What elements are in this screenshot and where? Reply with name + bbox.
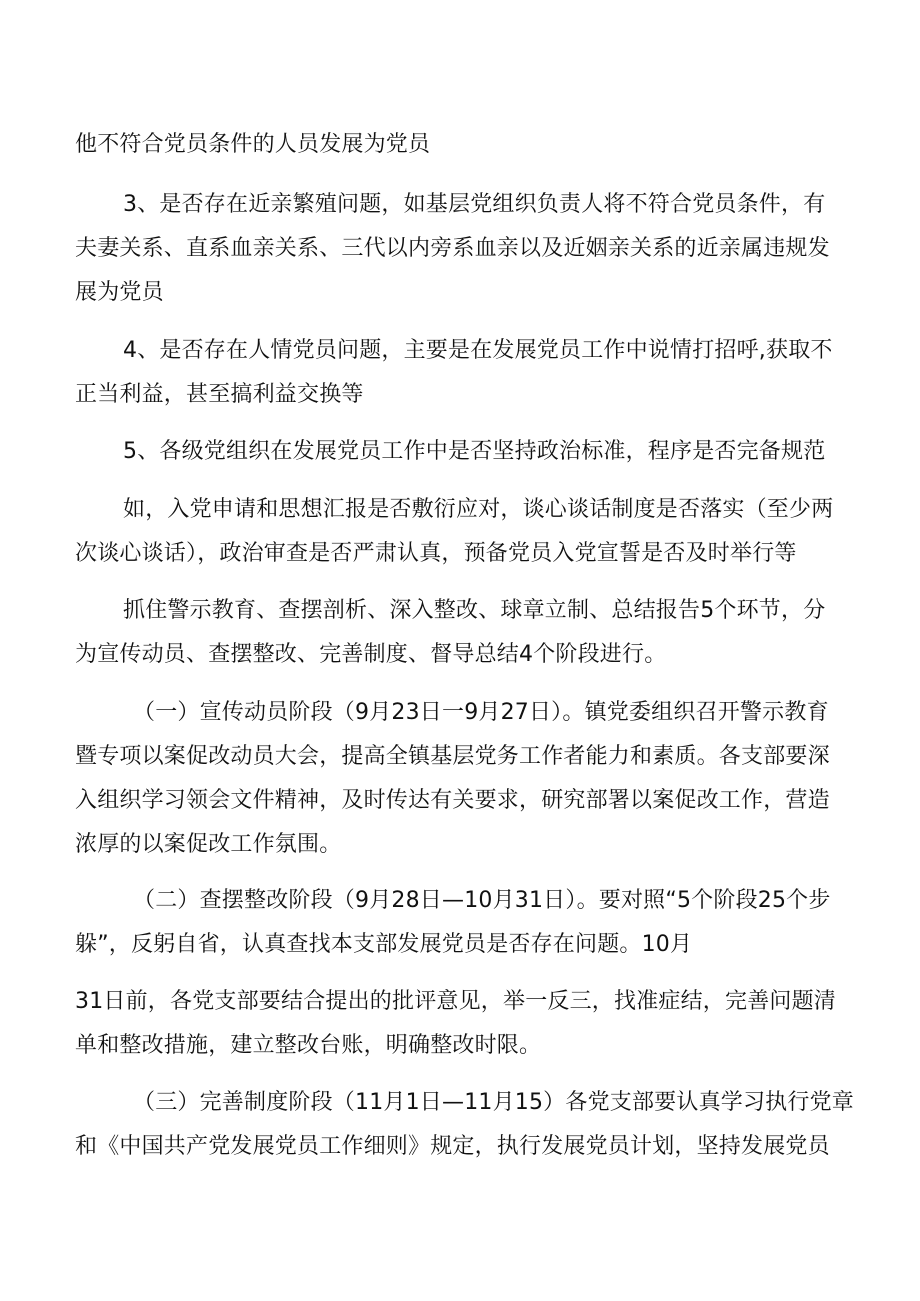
text-line: 暨专项以案促改动员大会，提高全镇基层党务工作者能力和素质。各支部要深 — [75, 744, 830, 769]
text-line: 如，入党申请和思想汇报是否敷衍应对，谈心谈话制度是否落实（至少两 — [123, 497, 834, 522]
text-line: 31日前，各党支部要结合提出的批评意见，举一反三，找准症结，完善问题清 — [75, 989, 836, 1014]
text-line: 3、是否存在近亲繁殖问题，如基层党组织负责人将不符合党员条件，有 — [123, 192, 826, 217]
text-line: 正当利益，甚至搞利益交换等 — [75, 382, 364, 407]
text-line: （一）宣传动员阶段（9月23日一9月27日）。镇党委组织召开警示教育 — [133, 700, 829, 725]
text-line: 夫妻关系、直系血亲关系、三代以内旁系血亲以及近姻亲关系的近亲属违规发 — [75, 236, 830, 261]
text-line: （三）完善制度阶段（11月1日—11月15）各党支部要认真学习执行党章 — [133, 1090, 854, 1115]
text-line: 抓住警示教育、查摆剖析、深入整改、球章立制、总结报告5个环节，分 — [123, 598, 826, 623]
text-line: 5、各级党组织在发展党员工作中是否坚持政治标准，程序是否完备规范 — [123, 439, 826, 464]
text-line: （二）查摆整改阶段（9月28日—10月31日）。要对照“5个阶段25个步 — [133, 888, 831, 913]
text-line: 4、是否存在人情党员问题，主要是在发展党员工作中说情打招呼,获取不 — [123, 338, 833, 363]
text-line: 浓厚的以案促改工作氛围。 — [75, 832, 342, 857]
text-line: 为宣传动员、查摆整改、完善制度、督导总结4个阶段进行。 — [75, 642, 667, 667]
text-line: 展为党员 — [75, 280, 164, 305]
text-line: 入组织学习领会文件精神，及时传达有关要求，研究部署以案促改工作，营造 — [75, 788, 830, 813]
text-line: 和《中国共产党发展党员工作细则》规定，执行发展党员计划，坚持发展党员 — [75, 1134, 830, 1159]
text-line: 他不符合党员条件的人员发展为党员 — [75, 132, 431, 157]
text-line: 躲”，反躬自省，认真查找本支部发展党员是否存在问题。10月 — [75, 932, 693, 957]
text-line: 单和整改措施，建立整改台账，明确整改时限。 — [75, 1033, 542, 1058]
text-line: 次谈心谈话），政治审查是否严肃认真，预备党员入党宣誓是否及时举行等 — [75, 541, 797, 566]
